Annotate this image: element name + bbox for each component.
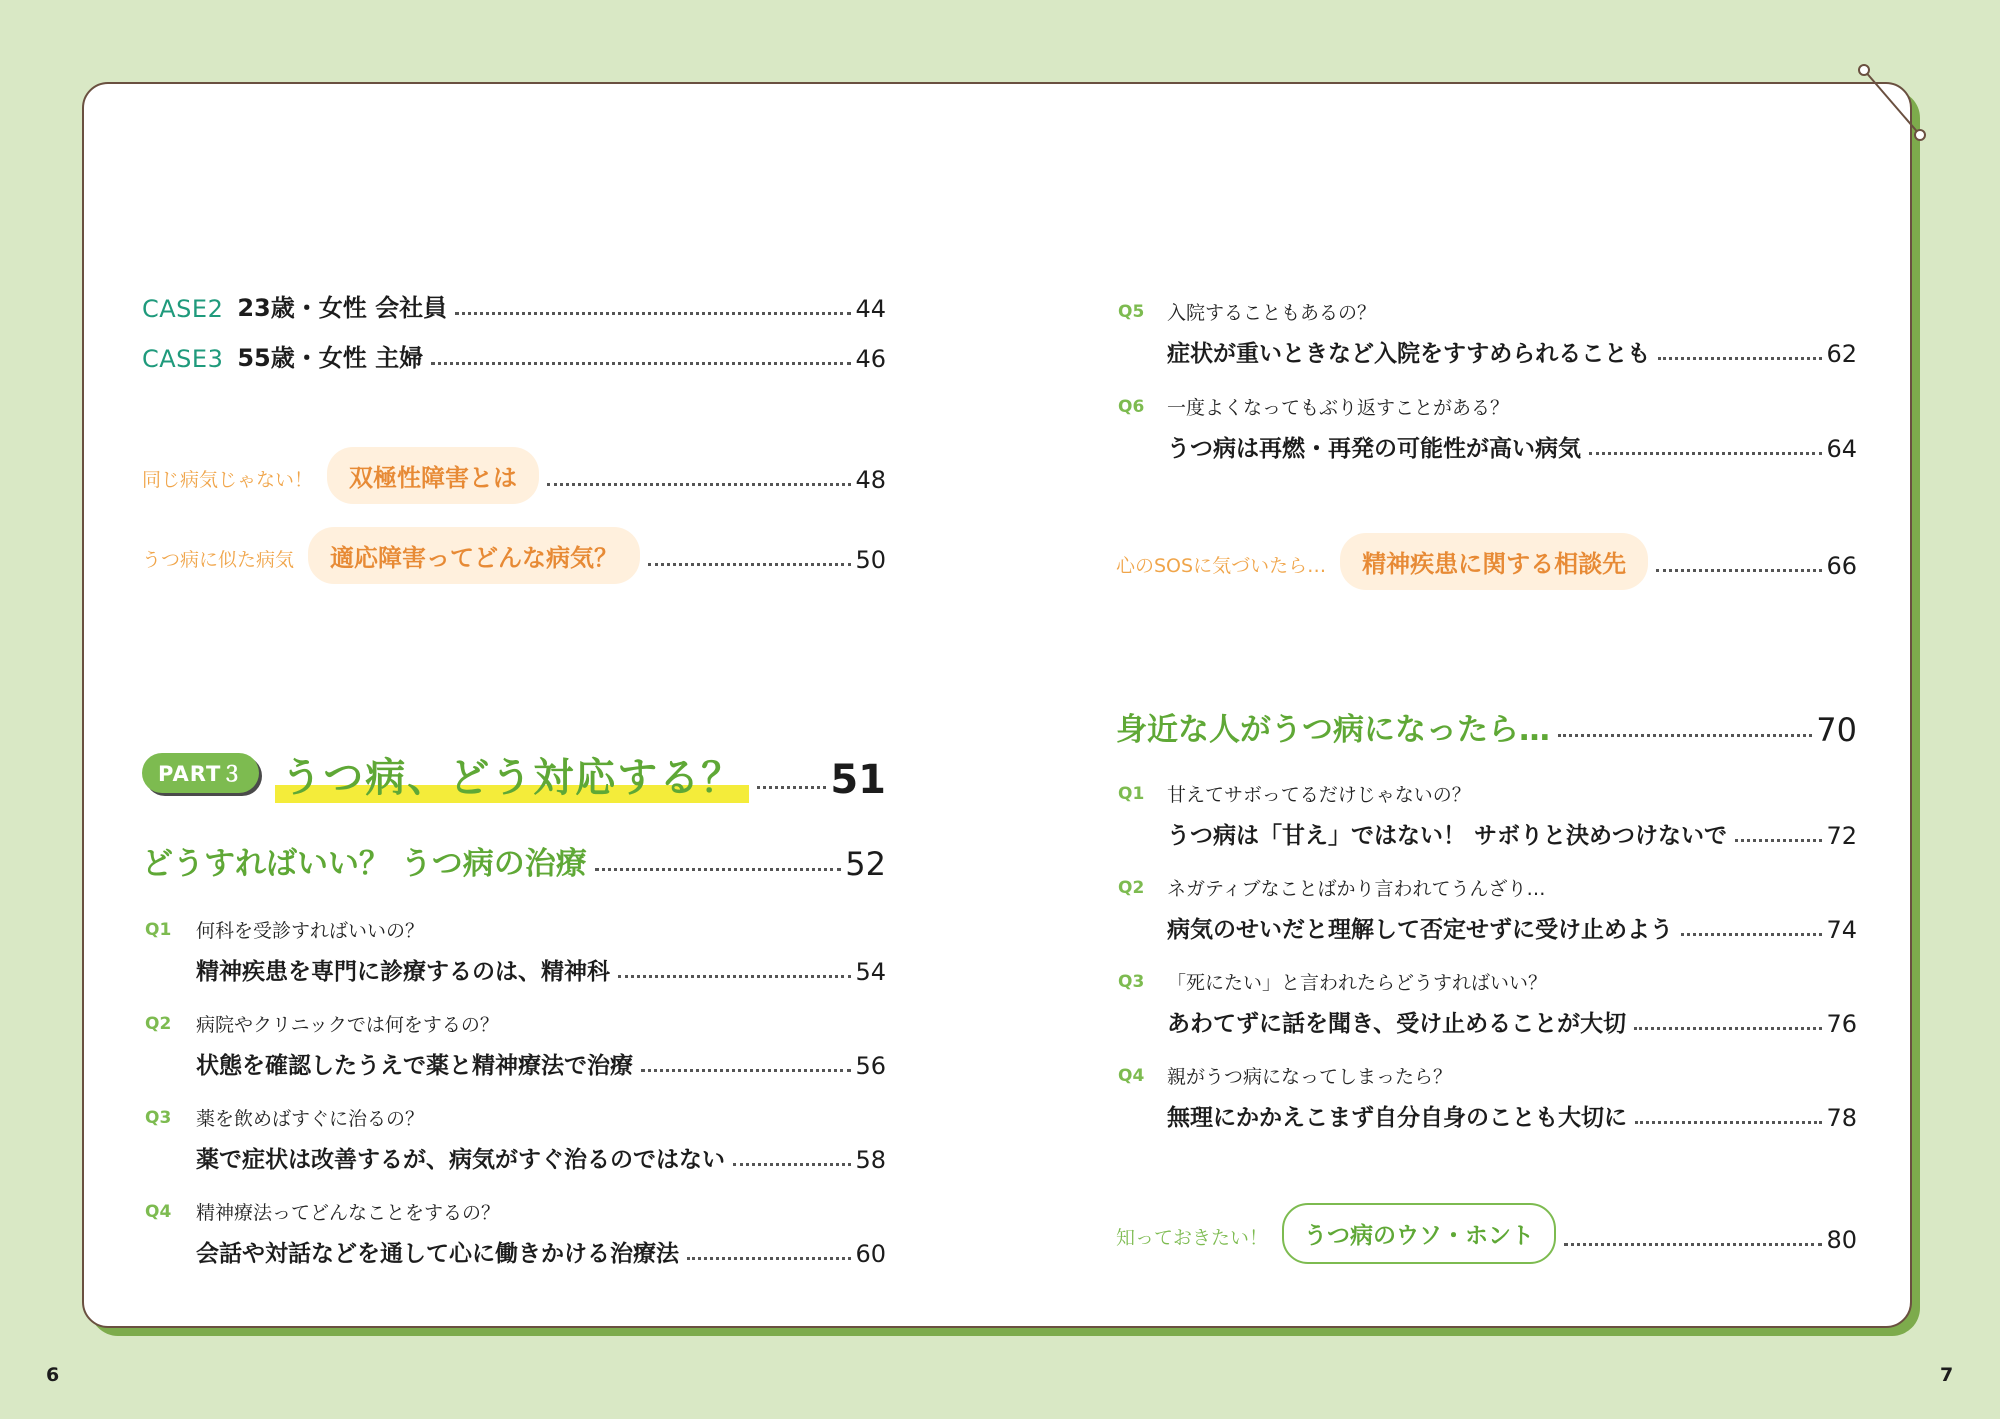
question-tag: Q1 bbox=[145, 920, 172, 940]
column-title: うつ病のウソ・ホント bbox=[1282, 1203, 1556, 1264]
leader-dots bbox=[1681, 933, 1822, 936]
question-text: 「死にたい」と言われたらどうすればいい？ bbox=[1167, 972, 1548, 994]
page-number: 54 bbox=[855, 958, 886, 986]
question-text: 薬を飲めばすぐに治るの？ bbox=[196, 1108, 425, 1130]
left-page-number: 6 bbox=[46, 1364, 60, 1386]
right-page-number: 7 bbox=[1940, 1364, 1954, 1386]
answer-text: うつ病は再燃・再発の可能性が高い病気 bbox=[1167, 436, 1581, 462]
toc-answer-row[interactable] bbox=[1167, 1005, 1857, 1038]
leader-dots bbox=[431, 362, 851, 365]
case-tag: CASE2 bbox=[142, 295, 224, 323]
answer-text: うつ病は「甘え」ではない！ サボりと決めつけないで bbox=[1167, 823, 1728, 849]
page-number: 60 bbox=[855, 1240, 886, 1268]
string-hook-icon bbox=[1850, 60, 1930, 150]
leader-dots bbox=[455, 312, 851, 315]
column-title: 双極性障害とは bbox=[327, 447, 539, 504]
toc-section-treatment[interactable] bbox=[142, 838, 886, 883]
question-text: 一度よくなってもぶり返すことがある？ bbox=[1167, 397, 1510, 419]
leader-dots bbox=[641, 1069, 851, 1072]
leader-dots bbox=[648, 563, 851, 566]
column-label: 知っておきたい！ bbox=[1116, 1227, 1269, 1249]
toc-column-adjustment[interactable] bbox=[142, 527, 886, 584]
column-title: 精神疾患に関する相談先 bbox=[1340, 533, 1648, 590]
part-title: うつ病、どう対応する？ bbox=[275, 746, 749, 803]
toc-answer-row[interactable] bbox=[1167, 430, 1857, 463]
toc-column-bipolar[interactable] bbox=[142, 447, 886, 504]
page-number: 78 bbox=[1826, 1104, 1857, 1132]
toc-answer-row[interactable] bbox=[1167, 335, 1857, 368]
page-number: 58 bbox=[855, 1146, 886, 1174]
section-title: どうすればいい？ うつ病の治療 bbox=[142, 846, 587, 882]
leader-dots bbox=[547, 483, 851, 486]
section-title: 身近な人がうつ病になったら… bbox=[1116, 712, 1550, 748]
page-number: 64 bbox=[1826, 435, 1857, 463]
case-title: 55歳・女性 主婦 bbox=[237, 344, 424, 372]
leader-dots bbox=[595, 868, 841, 871]
question-text: 病院やクリニックでは何をするの？ bbox=[196, 1014, 499, 1036]
question-text: 精神療法ってどんなことをするの？ bbox=[196, 1202, 501, 1224]
column-label: 心のSOSに気づいたら… bbox=[1116, 555, 1327, 577]
leader-dots bbox=[1558, 734, 1812, 737]
question-tag: Q4 bbox=[145, 1202, 172, 1222]
answer-text: 薬で症状は改善するが、病気がすぐ治るのではない bbox=[196, 1147, 725, 1173]
toc-answer-row[interactable] bbox=[196, 1141, 886, 1174]
leader-dots bbox=[1634, 1027, 1822, 1030]
case-title: 23歳・女性 会社員 bbox=[237, 294, 448, 322]
question-tag: Q3 bbox=[145, 1108, 172, 1128]
toc-answer-row[interactable] bbox=[1167, 911, 1857, 944]
leader-dots bbox=[618, 975, 851, 978]
answer-text: 病気のせいだと理解して否定せずに受け止めよう bbox=[1167, 917, 1673, 943]
page-number: 46 bbox=[855, 345, 886, 373]
question-tag: Q2 bbox=[1118, 878, 1145, 898]
toc-answer-row[interactable] bbox=[196, 1047, 886, 1080]
question-tag: Q4 bbox=[1118, 1066, 1145, 1086]
toc-section-family[interactable] bbox=[1116, 704, 1857, 749]
toc-answer-row[interactable] bbox=[1167, 817, 1857, 850]
page-number: 51 bbox=[830, 757, 886, 803]
leader-dots bbox=[1564, 1243, 1822, 1246]
column-label: うつ病に似た病気 bbox=[142, 549, 295, 571]
leader-dots bbox=[1635, 1121, 1822, 1124]
question-text: 入院することもあるの？ bbox=[1167, 302, 1377, 324]
column-label: 同じ病気じゃない！ bbox=[142, 469, 314, 491]
page-number: 50 bbox=[855, 546, 886, 574]
question-tag: Q1 bbox=[1118, 784, 1145, 804]
toc-consultation[interactable] bbox=[1116, 533, 1857, 590]
answer-text: 会話や対話などを通して心に働きかける治療法 bbox=[196, 1241, 679, 1267]
page-number: 70 bbox=[1816, 711, 1857, 749]
leader-dots bbox=[1658, 357, 1822, 360]
toc-case3[interactable] bbox=[142, 338, 886, 373]
column-title: 適応障害ってどんな病気？ bbox=[308, 527, 640, 584]
answer-text: 状態を確認したうえで薬と精神療法で治療 bbox=[196, 1053, 633, 1079]
question-tag: Q5 bbox=[1118, 302, 1145, 322]
answer-text: 無理にかかえこまず自分自身のことも大切に bbox=[1167, 1105, 1627, 1131]
page-number: 76 bbox=[1826, 1010, 1857, 1038]
question-text: 甘えてサボってるだけじゃないの？ bbox=[1167, 784, 1471, 806]
question-tag: Q3 bbox=[1118, 972, 1145, 992]
leader-dots bbox=[1656, 569, 1822, 572]
leader-dots bbox=[1589, 452, 1822, 455]
toc-answer-row[interactable] bbox=[1167, 1099, 1857, 1132]
question-text: 何科を受診すればいいの？ bbox=[196, 920, 425, 942]
leader-dots bbox=[687, 1257, 851, 1260]
question-text: 親がうつ病になってしまったら？ bbox=[1167, 1066, 1453, 1088]
question-tag: Q6 bbox=[1118, 397, 1145, 417]
question-text: ネガティブなことばかり言われてうんざり… bbox=[1167, 878, 1546, 900]
page-number: 52 bbox=[845, 845, 886, 883]
answer-text: 精神疾患を専門に診療するのは、精神科 bbox=[196, 959, 610, 985]
page-number: 56 bbox=[855, 1052, 886, 1080]
leader-dots bbox=[1735, 839, 1822, 842]
page-number: 62 bbox=[1826, 340, 1857, 368]
answer-text: 症状が重いときなど入院をすすめられることも bbox=[1167, 341, 1651, 367]
toc-case2[interactable] bbox=[142, 288, 886, 323]
page-number: 44 bbox=[855, 295, 886, 323]
page-number: 66 bbox=[1826, 552, 1857, 580]
page-number: 80 bbox=[1826, 1226, 1857, 1254]
toc-answer-row[interactable] bbox=[196, 953, 886, 986]
leader-dots bbox=[733, 1163, 851, 1166]
question-tag: Q2 bbox=[145, 1014, 172, 1034]
page-number: 72 bbox=[1826, 822, 1857, 850]
part-badge: PART３ bbox=[142, 753, 259, 793]
leader-dots bbox=[757, 786, 826, 789]
answer-text: あわてずに話を聞き、受け止めることが大切 bbox=[1167, 1011, 1627, 1037]
page-number: 74 bbox=[1826, 916, 1857, 944]
toc-answer-row[interactable] bbox=[196, 1235, 886, 1268]
toc-myths[interactable] bbox=[1116, 1203, 1857, 1264]
toc-part3[interactable] bbox=[142, 746, 886, 803]
case-tag: CASE3 bbox=[142, 345, 224, 373]
page-number: 48 bbox=[855, 466, 886, 494]
